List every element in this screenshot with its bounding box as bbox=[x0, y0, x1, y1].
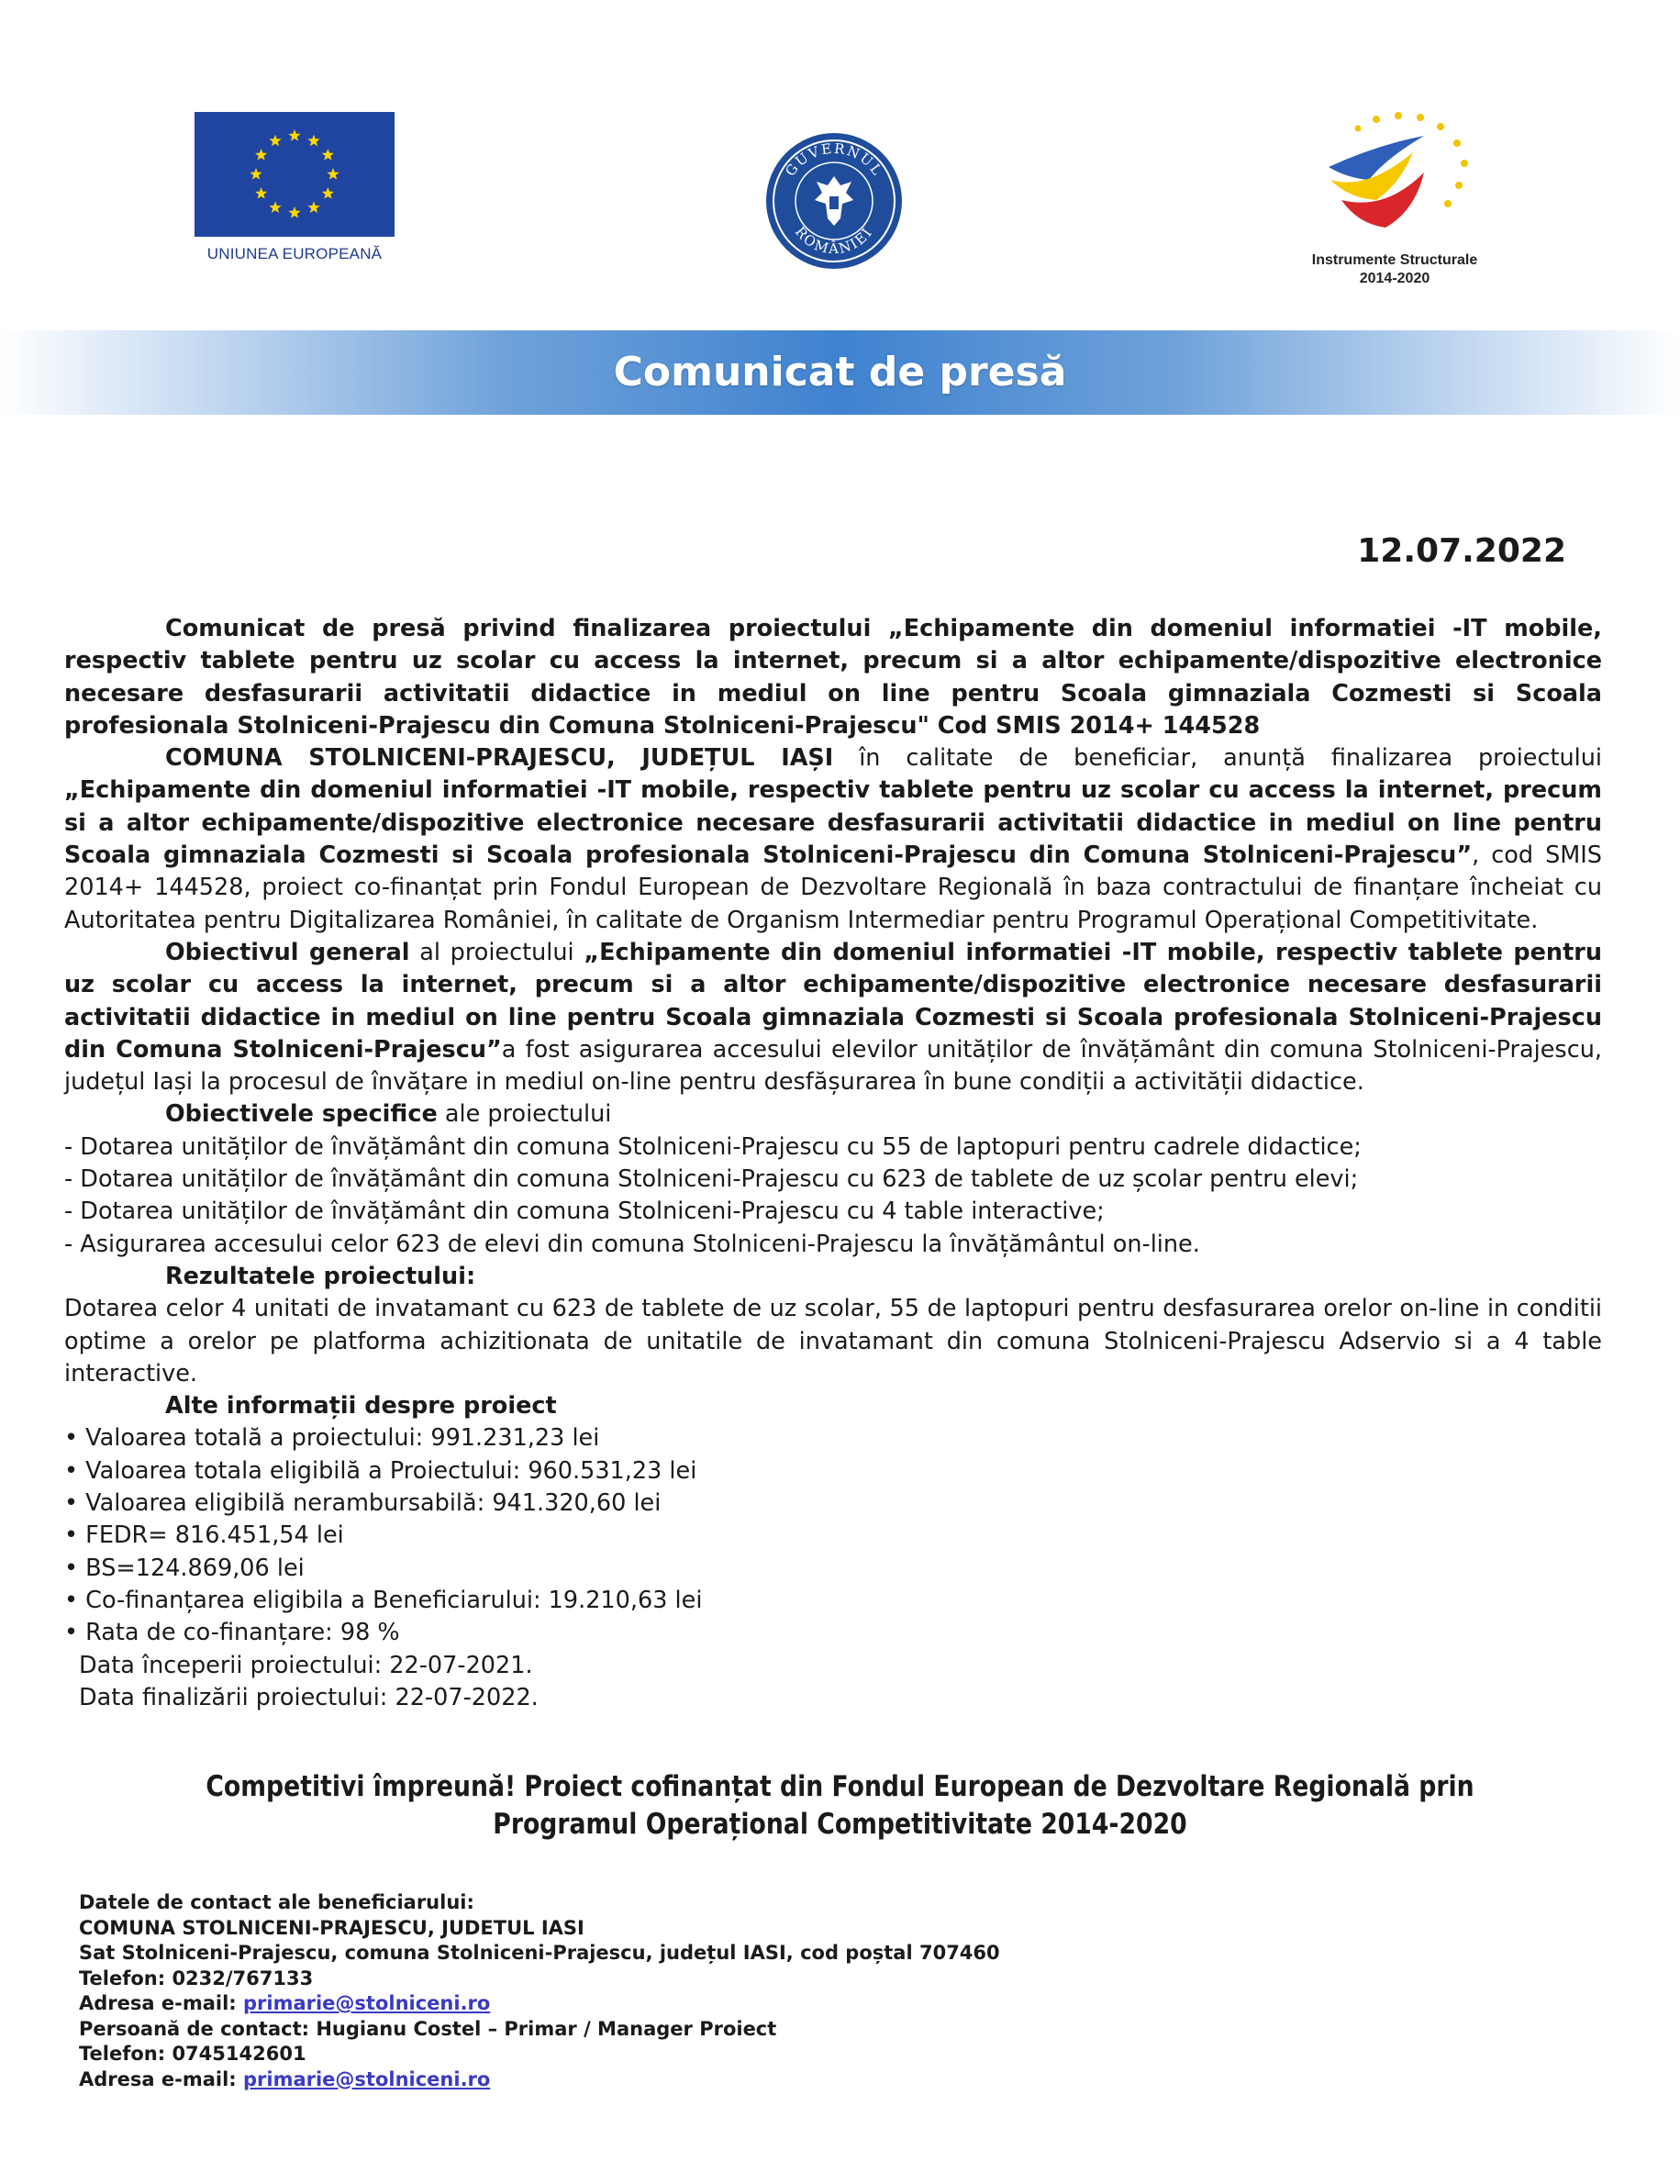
specific-objective-item: - Dotarea unităților de învățământ din comuna Stolniceni-Prajescu cu 4 table interactive; bbox=[64, 1198, 1105, 1226]
list-item: • Rata de co-finanțare: 98 % bbox=[64, 1619, 400, 1647]
government-seal-logo bbox=[763, 130, 905, 272]
list-item: • BS=124.869,06 lei bbox=[64, 1554, 305, 1582]
start-date: Data începerii proiectului: 22-07-2021. bbox=[79, 1651, 533, 1679]
specific-objective-item: - Asigurarea accesului celor 623 de elevi din comuna Stolniceni-Prajescu la învățământul on-line. bbox=[64, 1230, 1200, 1258]
results-text: Dotarea celor 4 unitati de invatamant cu 623 de tablete de uz scolar, 55 de laptopuri pentru desfasurarea orelor on-line in conditii optime a orelor pe platforma achizitionata de unitatile de invatamant din comuna Stolniceni-Prajescu Adservio si a 4 table interactive. bbox=[64, 1295, 1602, 1387]
email-label: Adresa e-mail: bbox=[79, 1992, 243, 2014]
list-item: • Co-finanțarea eligibila a Beneficiarului: 19.210,63 lei bbox=[64, 1586, 703, 1614]
structural-instruments-logo bbox=[1321, 108, 1477, 246]
eu-star-icon bbox=[288, 129, 300, 141]
general-objective-title: „Echipamente din domeniul informatiei -IT mobile, respectiv tablete pentru uz scolar cu access la internet, precum si a altor echipamente/dispozitive electronice necesare desfasurarii activitatii didactice in mediul on line pentru Scoala gimnaziala Cozmesti si Scoala profesionala Stolniceni-Prajescu din Comuna Stolniceni-Prajescu” bbox=[64, 938, 1602, 1064]
specific-objective-item: - Dotarea unităților de învățământ din comuna Stolniceni-Prajescu cu 55 de laptopuri pentru cadrele didactice; bbox=[64, 1132, 1362, 1161]
press-release-body bbox=[64, 613, 1602, 1714]
end-date: Data finalizării proiectului: 22-07-2022. bbox=[79, 1683, 539, 1711]
contact-phone-2: Telefon: 0745142601 bbox=[79, 2043, 306, 2065]
contact-name: COMUNA STOLNICENI-PRAJESCU, JUDETUL IASI bbox=[79, 1916, 584, 1939]
eu-star-icon bbox=[322, 149, 334, 161]
structural-instruments-label bbox=[1266, 251, 1523, 288]
list-item: • Valoarea eligibilă nerambursabilă: 941.320,60 lei bbox=[64, 1489, 662, 1518]
contact-email-row bbox=[79, 1991, 1000, 2017]
beneficiary-paragraph bbox=[64, 742, 1602, 937]
other-info-heading: Alte informații despre proiect bbox=[165, 1392, 557, 1421]
contact-person: Persoană de contact: Hugianu Costel – Primar / Manager Proiect bbox=[79, 2017, 777, 2040]
funding-statement-line1: Competitivi împreună! Proiect cofinanțat din Fondul European de Dezvoltare Regională prin bbox=[206, 1770, 1474, 1803]
general-objective-text-1: al proiectului bbox=[409, 938, 584, 966]
is-label-line2: 2014-2020 bbox=[1359, 271, 1430, 286]
list-item: • Valoarea totala eligibilă a Proiectului: 960.531,23 lei bbox=[64, 1456, 697, 1485]
general-objective-label: Obiectivul general bbox=[165, 938, 410, 966]
eu-star-icon bbox=[327, 168, 339, 180]
eu-logo-label: UNIUNEA EUROPEANĂ bbox=[206, 245, 383, 262]
email-label: Adresa e-mail: bbox=[79, 2067, 243, 2090]
beneficiary-text-2: , cod SMIS 2014+ 144528, proiect co-finanțat prin Fondul European de Dezvoltare Regională în baza contractului de finanțare încheiat cu Autoritatea pentru Digitalizarea României, în calitate de Organism Intermediar pentru Programul Operațional Competitivitate. bbox=[64, 841, 1602, 934]
funding-statement-line2: Programul Operațional Competitivitate 2014-2020 bbox=[493, 1808, 1187, 1841]
eu-star-icon bbox=[307, 201, 319, 213]
specific-objective-item: - Dotarea unităților de învățământ din comuna Stolniceni-Prajescu cu 623 de tablete de uz școlar pentru elevi; bbox=[64, 1165, 1359, 1194]
is-label-line1: Instrumente Structurale bbox=[1311, 252, 1478, 268]
eu-star-icon bbox=[250, 168, 261, 180]
eu-star-icon bbox=[269, 135, 281, 147]
funding-statement bbox=[117, 1768, 1563, 1844]
eu-star-icon bbox=[255, 149, 267, 161]
contact-phone: Telefon: 0232/767133 bbox=[79, 1967, 314, 1989]
specific-objectives-label: Obiectivele specifice bbox=[165, 1100, 438, 1129]
email-link-2[interactable]: primarie@stolniceni.ro bbox=[242, 2067, 491, 2090]
eu-star-icon bbox=[255, 187, 267, 199]
results-heading: Rezultatele proiectului: bbox=[165, 1262, 476, 1290]
beneficiary-text-1: în calitate de beneficiar, anunță finalizarea proiectului bbox=[833, 744, 1602, 773]
beneficiary-name: COMUNA STOLNICENI-PRAJESCU, JUDEȚUL IAȘI bbox=[165, 744, 834, 773]
list-item: • Valoarea totală a proiectului: 991.231,23 lei bbox=[64, 1424, 600, 1453]
contact-heading: Datele de contact ale beneficiarului: bbox=[79, 1891, 474, 1913]
project-title: „Echipamente din domeniul informatiei -IT mobile, respectiv tablete pentru uz scolar cu access la internet, precum si a altor echipamente/dispozitive electronice necesare desfasurarii activitatii didactice in mediul on line pentru Scoala gimnaziala Cozmesti si Scoala profesionala Stolniceni-Prajescu din Comuna Stolniceni-Prajescu” bbox=[64, 776, 1602, 870]
contact-block bbox=[79, 1890, 1000, 2092]
eu-star-icon bbox=[307, 135, 319, 147]
intro-paragraph: Comunicat de presă privind finalizarea proiectului „Echipamente din domeniul informatiei -IT mobile, respectiv tablete pentru uz scolar cu access la internet, precum si a altor echipamente/dispozitive electronice necesare desfasurarii activitatii didactice in mediul on line pentru Scoala gimnaziala Cozmesti si Scoala profesionala Stolniceni-Prajescu din Comuna Stolniceni-Prajescu" Cod SMIS 2014+ 144528 bbox=[64, 615, 1602, 740]
project-values-list bbox=[64, 1422, 1602, 1649]
email-link[interactable]: primarie@stolniceni.ro bbox=[242, 1992, 491, 2014]
release-date: 12.07.2022 bbox=[1357, 532, 1566, 570]
specific-objectives-heading bbox=[64, 1098, 1602, 1131]
eu-star-icon bbox=[322, 187, 334, 199]
general-objective-paragraph bbox=[64, 937, 1602, 1098]
banner-title: Comunicat de presă bbox=[613, 349, 1067, 396]
eu-star-icon bbox=[269, 201, 281, 213]
list-item: • FEDR= 816.451,54 lei bbox=[64, 1521, 344, 1550]
seal-bottom-text: ROMÂNIEI bbox=[791, 223, 876, 258]
eu-stars-icon bbox=[195, 112, 395, 237]
contact-email-row-2 bbox=[79, 2067, 1000, 2093]
general-objective-text-2: a fost asigurarea accesului elevilor unităților de învățământ din comuna Stolniceni-Prajescu, județul Iași la procesul de învățare in mediul on-line pentru desfășurarea în bune condiții a activității didactice. bbox=[64, 1035, 1602, 1097]
eu-star-icon bbox=[288, 206, 300, 218]
eu-flag-logo bbox=[195, 112, 395, 237]
contact-address: Sat Stolniceni-Prajescu, comuna Stolniceni-Prajescu, județul IASI, cod poștal 707460 bbox=[79, 1942, 1000, 1964]
seal-top-text: GUVERNUL bbox=[782, 139, 886, 180]
specific-objectives-text: ale proiectului bbox=[437, 1100, 612, 1129]
